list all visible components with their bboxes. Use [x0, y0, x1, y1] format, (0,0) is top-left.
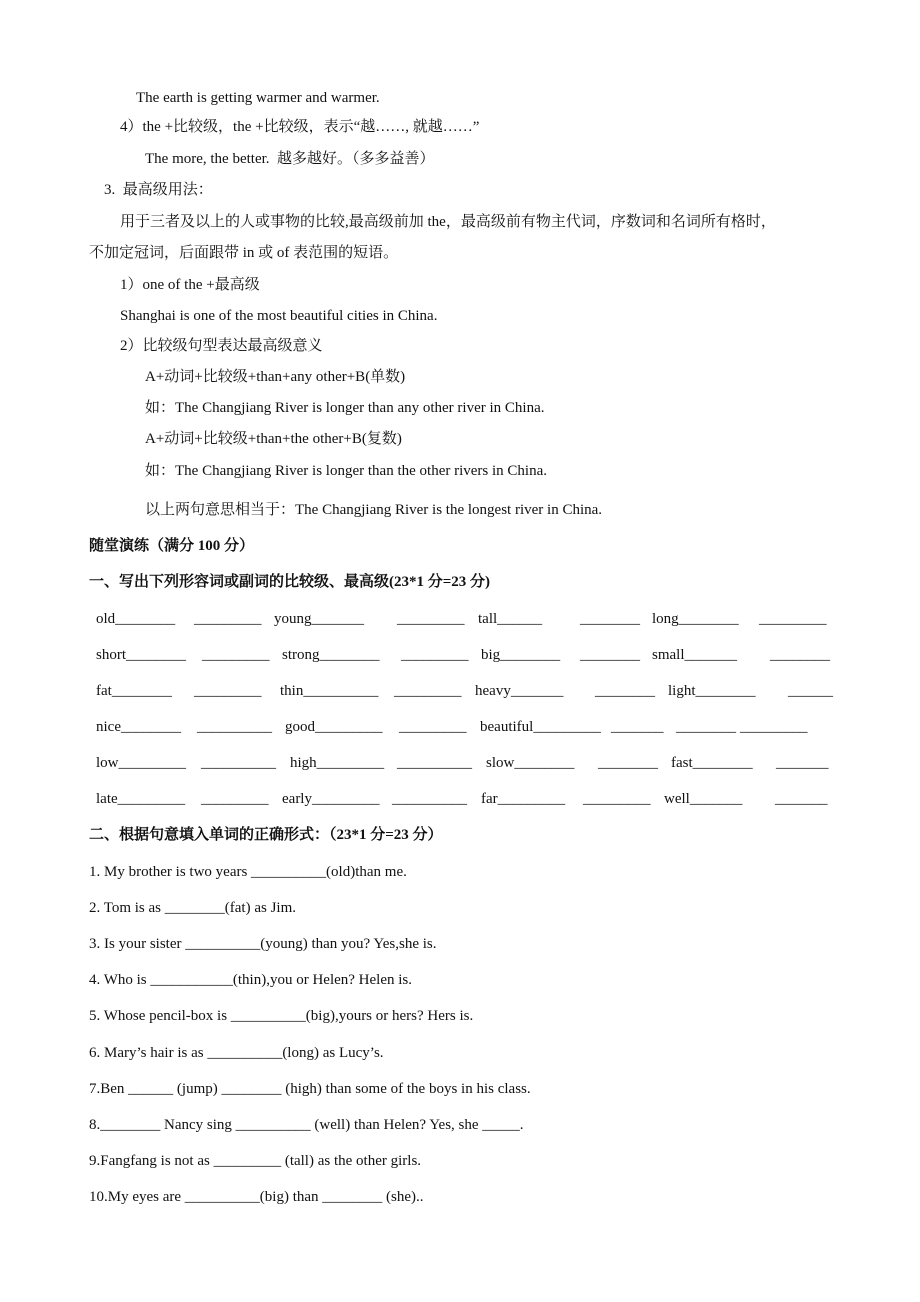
- word-blank[interactable]: _______: [776, 755, 829, 771]
- word-blank[interactable]: fat________: [96, 683, 172, 699]
- word-blank[interactable]: low_________: [96, 755, 186, 771]
- word-blank[interactable]: young_______: [274, 611, 364, 627]
- sentence-item[interactable]: 2. Tom is as ________(fat) as Jim.: [89, 900, 296, 916]
- word-blank[interactable]: _________: [759, 611, 827, 627]
- rule-4-example: The more, the better. 越多越好。（多多益善）: [145, 151, 435, 167]
- pattern-b: A+动词+比较级+than+the other+B(复数): [145, 431, 402, 447]
- word-blank[interactable]: small_______: [652, 647, 737, 663]
- rule-1: 1）one of the +最高级: [120, 277, 260, 293]
- word-blank[interactable]: ________: [770, 647, 830, 663]
- sentence-item[interactable]: 3. Is your sister __________(young) than you? Yes,she is.: [89, 936, 437, 952]
- word-blank[interactable]: early_________: [282, 791, 380, 807]
- section-3-paragraph-line-2: 不加定冠词，后面跟带 in 或 of 表范围的短语。: [89, 245, 399, 261]
- word-blank[interactable]: big________: [481, 647, 561, 663]
- word-blank[interactable]: __________: [201, 755, 276, 771]
- word-blank[interactable]: strong________: [282, 647, 380, 663]
- word-blank[interactable]: _________: [194, 683, 262, 699]
- word-blank[interactable]: ________: [598, 755, 658, 771]
- word-blank[interactable]: ________: [676, 719, 736, 735]
- word-blank[interactable]: good_________: [285, 719, 383, 735]
- rule-2: 2）比较级句型表达最高级意义: [120, 338, 323, 354]
- rule-4: 4）the +比较级，the +比较级，表示“越……, 就越……”: [120, 119, 480, 135]
- word-blank[interactable]: _________: [202, 647, 270, 663]
- sentence-item[interactable]: 8.________ Nancy sing __________ (well) than Helen? Yes, she _____.: [89, 1117, 524, 1133]
- word-blank[interactable]: long________: [652, 611, 739, 627]
- part-1-heading: 一、写出下列形容词或副词的比较级、最高级(23*1 分=23 分): [89, 574, 491, 590]
- section-3-paragraph-line-1: 用于三者及以上的人或事物的比较,最高级前加 the，最高级前有物主代词，序数词和名词所有格时，: [120, 214, 776, 230]
- word-blank[interactable]: _________: [397, 611, 465, 627]
- practice-title: 随堂演练（满分 100 分）: [89, 538, 255, 554]
- pattern-a: A+动词+比较级+than+any other+B(单数): [145, 369, 406, 385]
- word-blank[interactable]: _______: [775, 791, 828, 807]
- word-blank[interactable]: well_______: [664, 791, 743, 807]
- rule-1-example: Shanghai is one of the most beautiful cities in China.: [120, 308, 438, 324]
- sentence-item[interactable]: 7.Ben ______ (jump) ________ (high) than some of the boys in his class.: [89, 1081, 531, 1097]
- sentence-item[interactable]: 1. My brother is two years __________(old)than me.: [89, 864, 407, 880]
- word-blank[interactable]: thin__________: [280, 683, 379, 699]
- word-blank[interactable]: nice________: [96, 719, 181, 735]
- word-blank[interactable]: _________: [740, 719, 808, 735]
- word-blank[interactable]: ______: [788, 683, 833, 699]
- word-blank[interactable]: old________: [96, 611, 176, 627]
- part-2-heading: 二、根据句意填入单词的正确形式：（23*1 分=23 分）: [89, 827, 443, 843]
- word-blank[interactable]: __________: [392, 791, 467, 807]
- word-blank[interactable]: _________: [583, 791, 651, 807]
- section-3-heading: 3. 最高级用法：: [104, 182, 213, 198]
- sentence-item[interactable]: 4. Who is ___________(thin),you or Helen? Helen is.: [89, 972, 413, 988]
- word-blank[interactable]: ________: [580, 611, 640, 627]
- word-blank[interactable]: light________: [668, 683, 756, 699]
- word-blank[interactable]: beautiful_________: [480, 719, 601, 735]
- sentence-item[interactable]: 6. Mary’s hair is as __________(long) as Lucy’s.: [89, 1045, 384, 1061]
- word-blank[interactable]: heavy_______: [475, 683, 564, 699]
- word-blank[interactable]: fast________: [671, 755, 753, 771]
- word-blank[interactable]: ________: [595, 683, 655, 699]
- word-blank[interactable]: high_________: [290, 755, 385, 771]
- word-blank[interactable]: short________: [96, 647, 186, 663]
- word-blank[interactable]: _________: [399, 719, 467, 735]
- word-blank[interactable]: _________: [201, 791, 269, 807]
- example-warmer: The earth is getting warmer and warmer.: [136, 90, 380, 106]
- sentence-item[interactable]: 5. Whose pencil-box is __________(big),yours or hers? Hers is.: [89, 1008, 474, 1024]
- sentence-item[interactable]: 10.My eyes are __________(big) than ________ (she)..: [89, 1189, 424, 1205]
- word-blank[interactable]: _________: [194, 611, 262, 627]
- word-blank[interactable]: slow________: [486, 755, 575, 771]
- word-blank[interactable]: far_________: [481, 791, 566, 807]
- pattern-b-example: 如：The Changjiang River is longer than the other rivers in China.: [145, 463, 547, 479]
- word-blank[interactable]: ________: [580, 647, 640, 663]
- word-blank[interactable]: _________: [401, 647, 469, 663]
- word-blank[interactable]: __________: [397, 755, 472, 771]
- pattern-a-example: 如：The Changjiang River is longer than any other river in China.: [145, 400, 545, 416]
- equivalent-sentence: 以上两句意思相当于：The Changjiang River is the longest river in China.: [145, 502, 603, 518]
- sentence-item[interactable]: 9.Fangfang is not as _________ (tall) as the other girls.: [89, 1153, 422, 1169]
- word-blank[interactable]: _______: [611, 719, 664, 735]
- word-blank[interactable]: __________: [197, 719, 272, 735]
- word-blank[interactable]: tall______: [478, 611, 543, 627]
- word-blank[interactable]: _________: [394, 683, 462, 699]
- word-blank[interactable]: late_________: [96, 791, 186, 807]
